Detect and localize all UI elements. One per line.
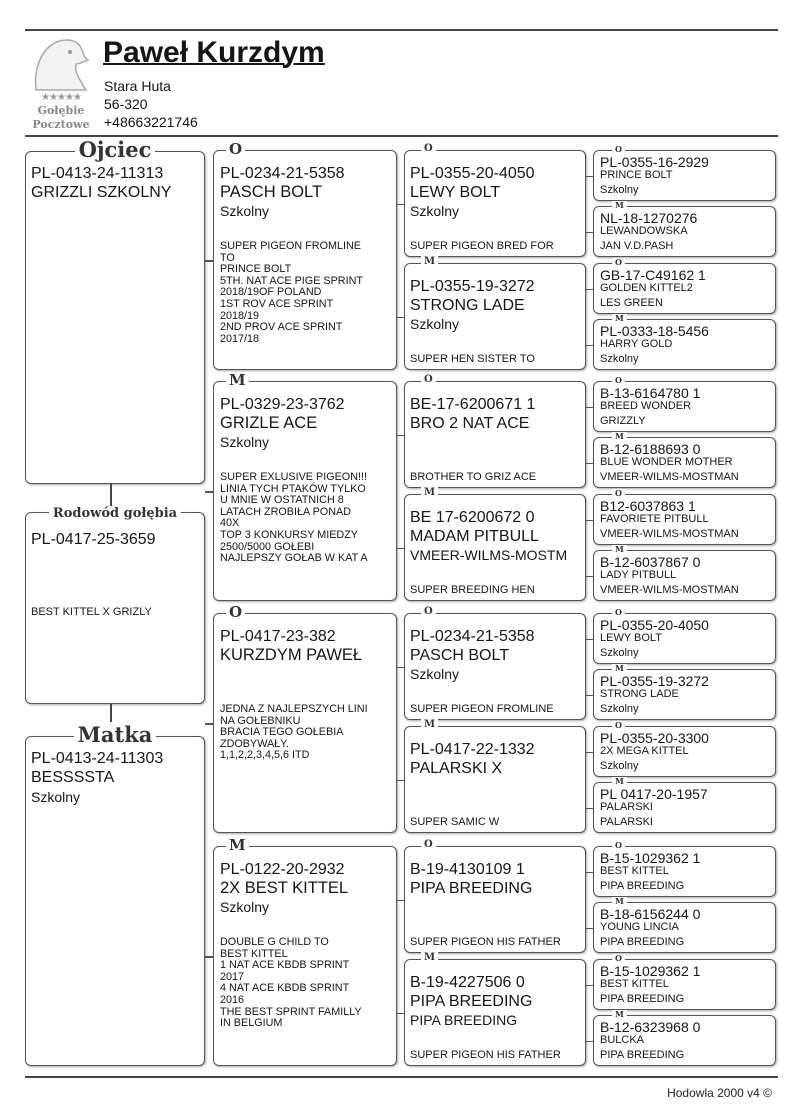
ring-number: PL-0355-19-3272 (600, 673, 709, 689)
note: SUPER PIGEON FROMLINE (410, 703, 554, 715)
connector (205, 956, 213, 958)
ring-number: PL-0355-20-3300 (600, 730, 709, 746)
note-line: 4 NAT ACE KBDB SPRINT (220, 982, 350, 995)
note-line: BEST KITTEL (220, 947, 288, 960)
great-grandparent-box (593, 896, 776, 953)
ring-number: GB-17-C49162 1 (600, 267, 706, 283)
pigeon-name: LEWANDOWSKA (600, 225, 688, 237)
notes (220, 937, 396, 1030)
sex-label: M (612, 897, 627, 906)
pigeon-name: YOUNG LINCIA (600, 921, 679, 933)
sire-ring: PL-0413-24-11313 (31, 165, 164, 182)
note-line: U MNIE W OSTATNICH 8 (220, 494, 344, 507)
ring-number: PL-0333-18-5456 (600, 323, 709, 339)
sire-box (25, 137, 205, 484)
note-line: IN BELGIUM (220, 1017, 283, 1030)
breeder: GRIZZLY (600, 415, 646, 427)
pigeon-name: STRONG LADE (410, 297, 525, 314)
connector (396, 900, 404, 902)
dam-label: Matka (74, 722, 157, 747)
breeder: Szkolny (220, 899, 270, 915)
great-grandparent-box (593, 144, 776, 201)
notes (220, 704, 396, 762)
sex-label: M (612, 432, 627, 441)
sex-label: M (612, 1010, 627, 1019)
pigeon-name: BEST KITTEL (600, 865, 669, 877)
sex-label: M (612, 545, 627, 554)
breeder: Szkolny (220, 203, 270, 219)
notes (220, 241, 396, 345)
grandparent-box (404, 143, 586, 257)
ring-number: B12-6037863 1 (600, 498, 696, 514)
note: SUPER PIGEON BRED FOR (410, 240, 554, 252)
footer-credit: Hodowla 2000 v4 © (667, 1086, 772, 1100)
breeder: Szkolny (600, 703, 639, 715)
logo (22, 34, 100, 132)
grandparent-box (404, 487, 586, 601)
breeder: PIPA BREEDING (600, 993, 685, 1005)
pigeon-label: Rodowód gołębia (49, 506, 181, 521)
sex-label: O (612, 954, 625, 963)
note-line: 2017/18 (220, 332, 260, 345)
breeder: Szkolny (410, 666, 460, 682)
sex-label: O (612, 145, 625, 154)
connector (396, 548, 404, 550)
breeder: VMEER-WILMS-MOSTMAN (600, 584, 739, 596)
breeder: Szkolny (600, 353, 639, 365)
sex-label: O (612, 608, 625, 617)
grandparent-box (404, 374, 586, 488)
breeder: Szkolny (220, 434, 270, 450)
note-line: ZDOBYWAŁY. (220, 737, 289, 750)
ring-number: B-15-1029362 1 (600, 850, 701, 866)
pigeon-name: BRO 2 NAT ACE (410, 415, 530, 432)
sire-name: GRIZZLI SZKOLNY (31, 184, 172, 201)
sex-label: M (421, 719, 438, 731)
great-grandparent-box (593, 840, 776, 897)
great-grandparent-box (593, 200, 776, 257)
connector (585, 695, 593, 697)
note-line: 40X (220, 517, 240, 530)
ring-number: PL-0355-16-2929 (600, 154, 709, 170)
note-line: SUPER PIGEON FROMLINE (220, 240, 361, 252)
ring-number: B-15-1029362 1 (600, 963, 701, 979)
pigeon-name: HARRY GOLD (600, 338, 673, 350)
pigeon-name: LEWY BOLT (600, 632, 662, 644)
breeder: VMEER-WILMS-MOSTM (410, 547, 568, 563)
great-grandparent-box (593, 488, 776, 545)
pigeon-name: BEST KITTEL (600, 978, 669, 990)
ring-number: PL 0417-20-1957 (600, 786, 708, 802)
breeder: JAN V.D.PASH (600, 240, 674, 252)
note-line: 1ST ROV ACE SPRINT (220, 297, 334, 310)
ring-number: B-12-6188693 0 (600, 441, 701, 457)
notes (220, 472, 396, 565)
ring-number: PL-0355-20-4050 (410, 165, 535, 182)
stars-icon: ★★★★★ (41, 92, 81, 103)
pigeon-name: PALARSKI X (410, 760, 503, 777)
connector (396, 780, 404, 782)
great-grandparent-box (593, 313, 776, 370)
pigeon-name: 2X BEST KITTEL (220, 879, 349, 897)
great-grandparent-box (593, 375, 776, 432)
ring-number: B-19-4130109 1 (410, 861, 525, 878)
note: SUPER HEN SISTER TO (410, 353, 535, 365)
pigeon-name: PASCH BOLT (220, 183, 323, 201)
connector (585, 752, 593, 754)
footer-rule (25, 1076, 778, 1078)
parent-pigeon-box (213, 836, 397, 1066)
note-line: TOP 3 KONKURSY MIEDZY (220, 528, 358, 541)
pigeon-name: 2X MEGA KITTEL (600, 745, 689, 757)
sex-label: O (421, 839, 436, 851)
note-line: 1 NAT ACE KBDB SPRINT (220, 959, 350, 972)
pigeon-head-icon (30, 34, 92, 92)
note-line: NAJLEPSZY GOŁAB W KAT A (220, 552, 368, 565)
owner-name: Paweł Kurzdym (103, 36, 325, 69)
ring-number: PL-0329-23-3762 (220, 396, 345, 413)
grandparent-box (404, 952, 586, 1066)
pigeon-name: PASCH BOLT (410, 647, 509, 664)
ring-number: NL-18-1270276 (600, 210, 698, 226)
pigeon-name: KURZDYM PAWEŁ (220, 646, 363, 664)
connector (585, 520, 593, 522)
sex-label: O (421, 374, 436, 386)
note-line: TO (220, 251, 235, 264)
sex-label: O (612, 489, 625, 498)
pigeon-note: BEST KITTEL X GRIZLY (31, 606, 152, 618)
grandparent-box (404, 256, 586, 370)
sire-label: Ojciec (75, 137, 156, 162)
sex-label: O (612, 841, 625, 850)
ring-number: B-13-6164780 1 (600, 385, 701, 401)
note-line: 2018/19 (220, 309, 260, 322)
phone: +48663221746 (104, 114, 198, 130)
connector (585, 176, 593, 178)
connector (205, 491, 213, 493)
great-grandparent-box (593, 953, 776, 1010)
great-grandparent-box (593, 720, 776, 777)
pigeon-name: GRIZLE ACE (220, 414, 318, 432)
note-line: SUPER EXLUSIVE PIGEON!!! (220, 471, 368, 483)
grandparent-box (404, 719, 586, 833)
connector (585, 872, 593, 874)
great-grandparent-box (593, 257, 776, 314)
great-grandparent-box (593, 663, 776, 720)
sex-label: M (421, 487, 438, 499)
grandparent-box (404, 606, 586, 720)
sex-label: M (421, 256, 438, 268)
ring-number: B-12-6037867 0 (600, 554, 701, 570)
great-grandparent-box (593, 607, 776, 664)
breeder: PIPA BREEDING (600, 880, 685, 892)
ring-number: PL-0122-20-2932 (220, 861, 345, 878)
ring-number: B-19-4227506 0 (410, 974, 525, 991)
sex-label: O (612, 721, 625, 730)
breeder: VMEER-WILMS-MOSTMAN (600, 471, 739, 483)
ring-number: BE-17-6200671 1 (410, 396, 536, 413)
connector (396, 435, 404, 437)
connector (585, 345, 593, 347)
pigeon-name: LADY PITBULL (600, 569, 677, 581)
note-line: 2ND PROV ACE SPRINT (220, 321, 343, 334)
breeder: LES GREEN (600, 297, 663, 309)
sex-label: M (612, 777, 627, 786)
ring-number: B-12-6323968 0 (600, 1019, 701, 1035)
pigeon-name: FAVORIETE PITBULL (600, 513, 709, 525)
dam-name: BESSSSTA (31, 769, 115, 786)
parent-pigeon-box (213, 371, 397, 601)
connector (585, 289, 593, 291)
sex-label: O (612, 376, 625, 385)
breeder: Szkolny (410, 203, 460, 219)
great-grandparent-box (593, 1009, 776, 1066)
connector (585, 232, 593, 234)
sex-label: O (421, 143, 436, 155)
connector (585, 1041, 593, 1043)
pigeon-name: MADAM PITBULL (410, 528, 539, 545)
note: BROTHER TO GRIZ ACE (410, 471, 537, 483)
ring-number: PL-0355-20-4050 (600, 617, 709, 633)
note-line: LINIA TYCH PTAKÓW TYLKO (220, 482, 366, 495)
ring-number: B-18-6156244 0 (600, 906, 701, 922)
logo-text-2: Pocztowe (32, 118, 90, 131)
connector (396, 204, 404, 206)
note: SUPER PIGEON HIS FATHER (410, 1049, 561, 1061)
pigeon-name: BREED WONDER (600, 400, 692, 412)
dam-breeder: Szkolny (31, 789, 81, 805)
note-line: NA GOŁEBNIKU (220, 714, 301, 727)
connector (205, 260, 213, 262)
address-line: Stara Huta (104, 78, 171, 94)
sex-label: M (421, 952, 438, 964)
grandparent-box (404, 839, 586, 953)
breeder: Szkolny (600, 760, 639, 772)
ring-number: PL-0234-21-5358 (220, 165, 345, 182)
logo-text-1: Gołębie (37, 104, 85, 117)
note: SUPER BREEDING HEN (410, 584, 535, 596)
pigeon-box (25, 506, 205, 704)
breeder: Szkolny (600, 184, 639, 196)
note-line: 2500/5000 GOŁEBI (220, 540, 315, 553)
sex-label: O (421, 606, 436, 618)
breeder: PIPA BREEDING (410, 1012, 518, 1028)
note-line: DOUBLE G CHILD TO (220, 936, 329, 948)
great-grandparent-box (593, 544, 776, 601)
connector (585, 985, 593, 987)
breeder: Szkolny (600, 647, 639, 659)
pigeon-name: STRONG LADE (600, 688, 679, 700)
breeder: PIPA BREEDING (600, 1049, 685, 1061)
connector (585, 463, 593, 465)
ring-number: PL-0355-19-3272 (410, 278, 535, 295)
note-line: 5TH. NAT ACE PIGE SPRINT (220, 274, 363, 287)
note-line: THE BEST SPRINT FAMILLY (220, 1005, 362, 1018)
sex-label: O (226, 604, 245, 620)
note-line: 2016 (220, 993, 245, 1006)
connector (205, 723, 213, 725)
connector (396, 667, 404, 669)
postal-code: 56-320 (104, 96, 148, 112)
ring-number: PL-0417-23-382 (220, 628, 336, 645)
connector (396, 1013, 404, 1015)
pigeon-name: BLUE WONDER MOTHER (600, 456, 733, 468)
note-line: LATACH ZROBIŁA PONAD (220, 505, 351, 518)
parent-pigeon-box (213, 603, 397, 833)
breeder: Szkolny (410, 316, 460, 332)
connector (585, 639, 593, 641)
pigeon-name: PIPA BREEDING (410, 993, 533, 1010)
dam-box (25, 722, 205, 1066)
sex-label: M (226, 372, 249, 388)
pigeon-name: BULCKA (600, 1034, 645, 1046)
breeder: PIPA BREEDING (600, 936, 685, 948)
great-grandparent-box (593, 776, 776, 833)
connector (585, 808, 593, 810)
connector (585, 576, 593, 578)
parent-pigeon-box (213, 140, 397, 370)
ring-number: PL-0234-21-5358 (410, 628, 535, 645)
sex-label: M (612, 314, 627, 323)
note: SUPER PIGEON HIS FATHER (410, 936, 561, 948)
connector (585, 407, 593, 409)
pigeon-name: LEWY BOLT (410, 184, 501, 201)
pigeon-ring: PL-0417-25-3659 (31, 531, 156, 548)
ring-number: BE 17-6200672 0 (410, 509, 535, 526)
dam-ring: PL-0413-24-11303 (31, 750, 164, 767)
great-grandparent-box (593, 431, 776, 488)
ring-number: PL-0417-22-1332 (410, 741, 535, 758)
note-line: 1,1,2,2,3,4,5,6 ITD (220, 749, 310, 762)
pigeon-name: PALARSKI (600, 801, 653, 813)
note-line: JEDNA Z NAJLEPSZYCH LINI (220, 703, 368, 715)
breeder: VMEER-WILMS-MOSTMAN (600, 528, 739, 540)
note-line: 2017 (220, 970, 245, 983)
sex-label: O (612, 258, 625, 267)
sex-label: M (612, 664, 627, 673)
pigeon-name: PIPA BREEDING (410, 880, 533, 897)
pigeon-name: PRINCE BOLT (600, 169, 673, 181)
sex-label: O (226, 141, 245, 157)
note-line: PRINCE BOLT (220, 263, 292, 276)
note: SUPER SAMIC W (410, 816, 500, 828)
note-line: 2018/19OF POLAND (220, 286, 322, 299)
note-line: BRACIA TEGO GOŁEBIA (220, 726, 344, 739)
pigeon-name: GOLDEN KITTEL2 (600, 282, 693, 294)
connector (396, 317, 404, 319)
sex-label: M (612, 201, 627, 210)
breeder: PALARSKI (600, 816, 653, 828)
sex-label: M (226, 837, 249, 853)
top-rule (25, 29, 778, 31)
connector (585, 928, 593, 930)
